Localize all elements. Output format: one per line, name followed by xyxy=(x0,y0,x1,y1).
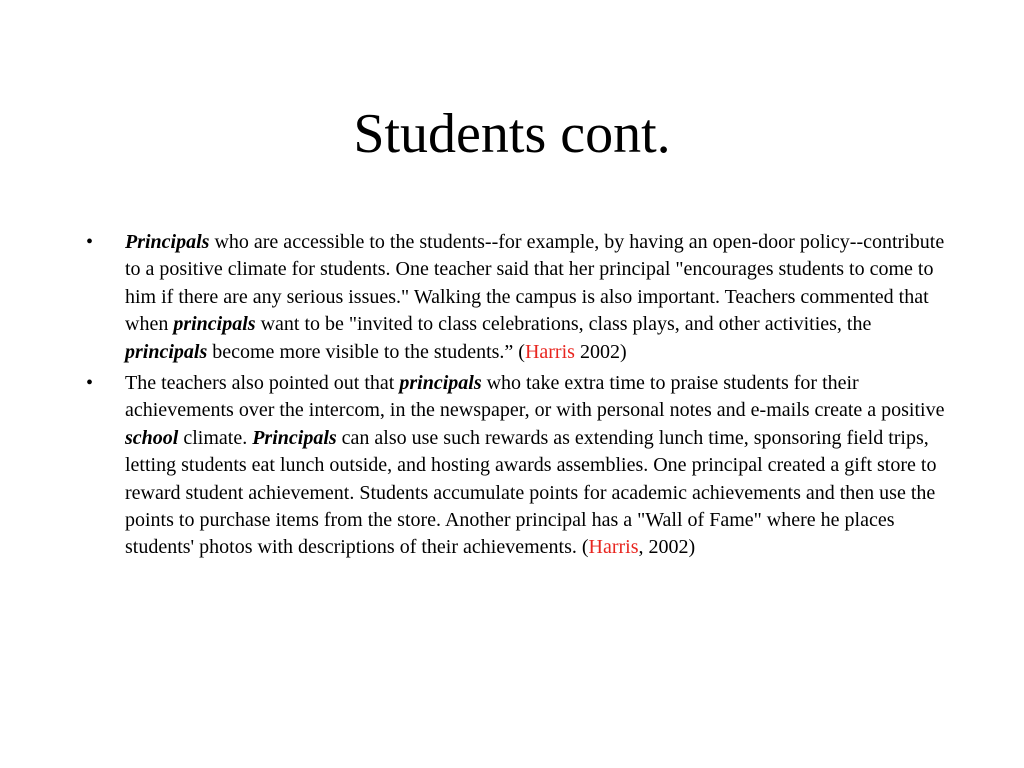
bullet-text: become more visible to the students.” ( xyxy=(207,340,525,363)
bullet-item-1 xyxy=(86,229,946,366)
bullet-text: , 2002) xyxy=(638,536,696,559)
bullet-text: want to be "invited to class celebrations, class plays, and other activities, the xyxy=(255,313,872,336)
emphasis-school: school xyxy=(125,426,179,449)
bullet-text: 2002) xyxy=(574,340,627,363)
bullet-text: who are accessible to the students--for example, by having an open-door policy--contribute to a positive climate for students. One teacher said that her principal "encourages students to come to him if there are any serious issues." Walking the campus is also important. Teachers commented that when xyxy=(125,231,945,336)
bullet-list xyxy=(86,229,946,566)
emphasis-principals: principals xyxy=(399,372,482,395)
citation-harris: Harris xyxy=(588,536,639,559)
bullet-marker: • xyxy=(86,372,94,395)
bullet-marker: • xyxy=(86,231,94,253)
emphasis-principals: Principals xyxy=(252,426,337,449)
emphasis-principals: principals xyxy=(173,313,256,336)
citation-harris: Harris xyxy=(524,340,575,363)
emphasis-principals: Principals xyxy=(125,231,210,253)
bullet-item-2 xyxy=(86,370,946,562)
bullet-text: who take extra time to praise students for their achievements over the intercom, in the newspaper, or with personal notes and e-mails create a positive xyxy=(125,372,945,422)
bullet-text: can also use such rewards as extending lunch time, sponsoring field trips, letting students eat lunch outside, and hosting awards assemblies. One principal created a gift store to reward student achievement. Students accumulate points for academic achievements and then use the points to purchase items from the store. Another principal has a "Wall of Fame" where he places students' photos with descriptions of their achievements. ( xyxy=(125,426,937,559)
bullet-text: climate. xyxy=(178,426,253,449)
slide-title: Students cont. xyxy=(353,103,671,165)
bullet-text: The teachers also pointed out that xyxy=(125,372,400,395)
emphasis-principals: principals xyxy=(125,340,208,363)
